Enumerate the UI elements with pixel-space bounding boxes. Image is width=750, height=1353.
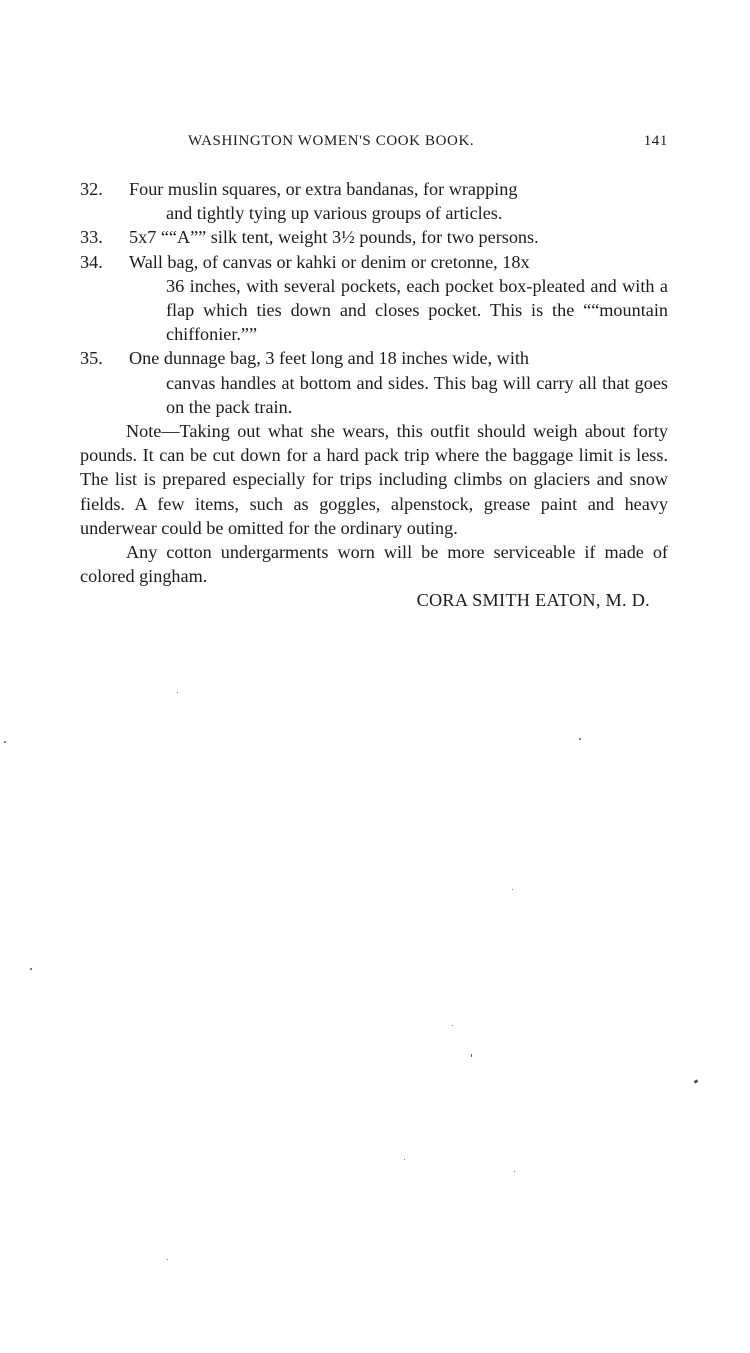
cotton-paragraph: Any cotton undergarments worn will be more serviceable if made of colored gingham. — [80, 542, 668, 587]
item-number: 33. — [80, 227, 103, 248]
scan-speck — [512, 889, 513, 890]
author-signature: CORA SMITH EATON, M. D. — [416, 590, 650, 611]
item-first-line: 5x7 ““A”” silk tent, weight 3½ pounds, for two persons. — [129, 227, 539, 248]
scan-speck — [167, 1259, 168, 1260]
note-paragraph: Note—Taking out what she wears, this outfit should weigh about forty pounds. It can be cut down for a hard pack trip where the baggage limit is less. The list is prepared especially for trips including climbs on glaciers and snow fields. A few items, such as goggles, alpenstock, grease paint and heavy underwear could be omitted for the ordinary outing. — [80, 421, 668, 538]
scan-speck — [404, 1159, 405, 1160]
item-continuation: 36 inches, with several pockets, each pocket box-pleated and with a flap which ties down and closes pocket. This is the ““mountain chiffonier.”” — [166, 275, 668, 345]
scan-speck — [694, 1079, 699, 1084]
running-head-title: WASHINGTON WOMEN'S COOK BOOK. — [188, 133, 475, 149]
item-continuation: canvas handles at bottom and sides. This bag will carry all that goes on the pack train. — [166, 372, 668, 417]
page-body — [80, 177, 668, 613]
scan-speck — [514, 1171, 515, 1172]
scan-speck — [471, 1054, 472, 1057]
scan-speck — [177, 692, 178, 693]
scan-speck — [579, 738, 581, 740]
running-head — [80, 133, 668, 157]
item-continuation: and tightly tying up various groups of articles. — [166, 203, 503, 224]
list-item — [80, 177, 668, 225]
item-first-line: One dunnage bag, 3 feet long and 18 inches wide, with — [129, 348, 530, 369]
scan-speck — [4, 741, 6, 743]
item-number: 34. — [80, 251, 103, 272]
scan-speck — [452, 1025, 453, 1026]
page-number: 141 — [643, 133, 668, 149]
list-item — [80, 250, 668, 347]
item-number: 32. — [80, 179, 103, 199]
list-item — [80, 225, 668, 249]
list-item — [80, 346, 668, 419]
item-number: 35. — [80, 348, 103, 369]
scan-speck — [30, 968, 32, 970]
item-first-line: Wall bag, of canvas or kahki or denim or cretonne, 18x — [129, 251, 530, 272]
item-first-line: Four muslin squares, or extra bandanas, for wrapping — [129, 179, 518, 199]
